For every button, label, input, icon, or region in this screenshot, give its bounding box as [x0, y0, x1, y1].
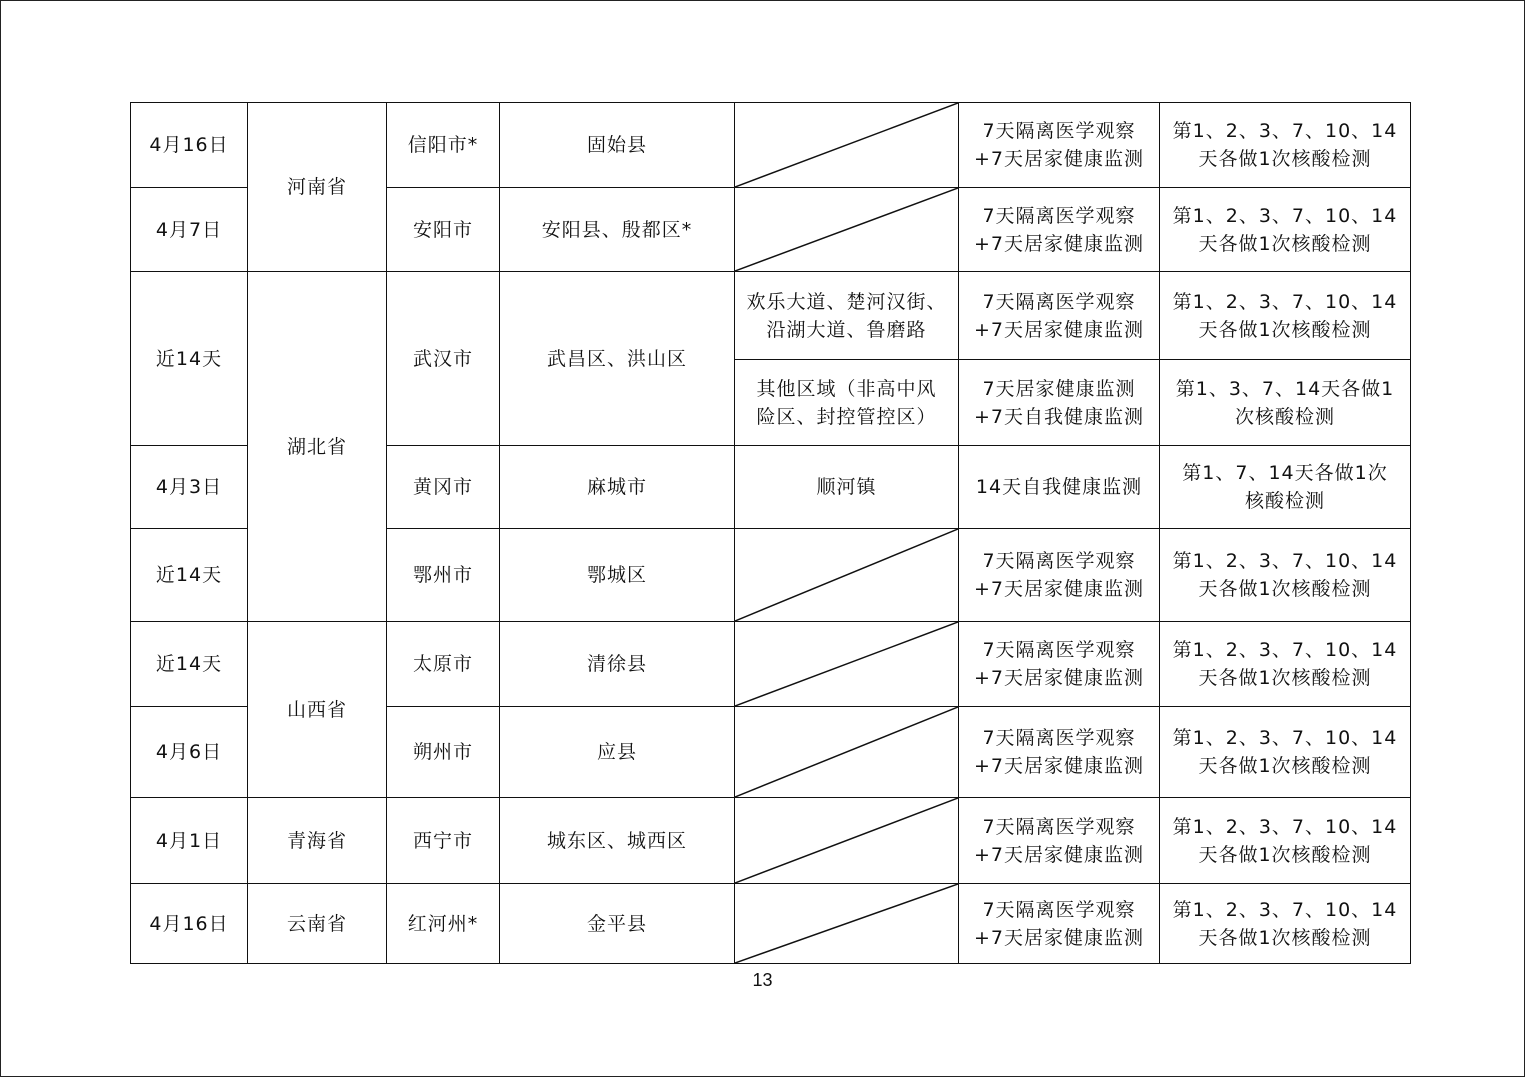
test-cell: 第1、2、3、7、10、14 天各做1次核酸检测: [1160, 707, 1411, 798]
county-cell: 安阳县、殷都区*: [500, 188, 735, 272]
city-cell: 鄂州市: [387, 529, 500, 622]
measure-cell: 7天隔离医学观察 +7天居家健康监测: [959, 272, 1160, 360]
date-cell: 4月16日: [131, 103, 248, 188]
test-cell: 第1、3、7、14天各做1 次核酸检测: [1160, 360, 1411, 446]
empty-diagonal-cell: [735, 884, 959, 964]
province-cell: 青海省: [248, 798, 387, 884]
date-cell: 近14天: [131, 622, 248, 707]
county-cell: 麻城市: [500, 446, 735, 529]
county-cell: 固始县: [500, 103, 735, 188]
table-row: [131, 884, 1411, 964]
empty-diagonal-cell: [735, 529, 959, 622]
measure-cell: 14天自我健康监测: [959, 446, 1160, 529]
province-cell: 河南省: [248, 103, 387, 272]
city-cell: 黄冈市: [387, 446, 500, 529]
date-cell: 4月3日: [131, 446, 248, 529]
measure-cell: 7天隔离医学观察 +7天居家健康监测: [959, 798, 1160, 884]
city-cell: 朔州市: [387, 707, 500, 798]
measure-cell: 7天隔离医学观察 +7天居家健康监测: [959, 884, 1160, 964]
empty-diagonal-cell: [735, 103, 959, 188]
test-cell: 第1、2、3、7、10、14 天各做1次核酸检测: [1160, 272, 1411, 360]
measure-cell: 7天隔离医学观察 +7天居家健康监测: [959, 188, 1160, 272]
city-cell: 信阳市*: [387, 103, 500, 188]
measure-cell: 7天隔离医学观察 +7天居家健康监测: [959, 529, 1160, 622]
test-cell: 第1、2、3、7、10、14 天各做1次核酸检测: [1160, 884, 1411, 964]
county-cell: 应县: [500, 707, 735, 798]
table-row: [131, 798, 1411, 884]
province-cell: 山西省: [248, 622, 387, 798]
county-cell: 金平县: [500, 884, 735, 964]
measure-cell: 7天隔离医学观察 +7天居家健康监测: [959, 622, 1160, 707]
date-cell: 4月1日: [131, 798, 248, 884]
county-cell: 鄂城区: [500, 529, 735, 622]
date-cell: 近14天: [131, 272, 248, 446]
test-cell: 第1、2、3、7、10、14 天各做1次核酸检测: [1160, 529, 1411, 622]
city-cell: 红河州*: [387, 884, 500, 964]
county-cell: 清徐县: [500, 622, 735, 707]
city-cell: 安阳市: [387, 188, 500, 272]
county-cell: 武昌区、洪山区: [500, 272, 735, 446]
county-cell: 城东区、城西区: [500, 798, 735, 884]
page-number: 13: [752, 970, 773, 990]
test-cell: 第1、7、14天各做1次 核酸检测: [1160, 446, 1411, 529]
street-cell: 其他区域（非高中风 险区、封控管控区）: [735, 360, 959, 446]
test-cell: 第1、2、3、7、10、14 天各做1次核酸检测: [1160, 103, 1411, 188]
risk-area-table: [130, 102, 1411, 964]
date-cell: 4月6日: [131, 707, 248, 798]
city-cell: 西宁市: [387, 798, 500, 884]
date-cell: 4月7日: [131, 188, 248, 272]
test-cell: 第1、2、3、7、10、14 天各做1次核酸检测: [1160, 188, 1411, 272]
province-cell: 云南省: [248, 884, 387, 964]
city-cell: 武汉市: [387, 272, 500, 446]
empty-diagonal-cell: [735, 622, 959, 707]
table-row: [131, 103, 1411, 188]
city-cell: 太原市: [387, 622, 500, 707]
province-cell: 湖北省: [248, 272, 387, 622]
date-cell: 4月16日: [131, 884, 248, 964]
measure-cell: 7天居家健康监测 +7天自我健康监测: [959, 360, 1160, 446]
date-cell: 近14天: [131, 529, 248, 622]
table-row: [131, 622, 1411, 707]
table-row: [131, 272, 1411, 360]
street-cell: 欢乐大道、楚河汉街、 沿湖大道、鲁磨路: [735, 272, 959, 360]
test-cell: 第1、2、3、7、10、14 天各做1次核酸检测: [1160, 622, 1411, 707]
empty-diagonal-cell: [735, 798, 959, 884]
measure-cell: 7天隔离医学观察 +7天居家健康监测: [959, 707, 1160, 798]
empty-diagonal-cell: [735, 707, 959, 798]
test-cell: 第1、2、3、7、10、14 天各做1次核酸检测: [1160, 798, 1411, 884]
street-cell: 顺河镇: [735, 446, 959, 529]
empty-diagonal-cell: [735, 188, 959, 272]
measure-cell: 7天隔离医学观察 +7天居家健康监测: [959, 103, 1160, 188]
